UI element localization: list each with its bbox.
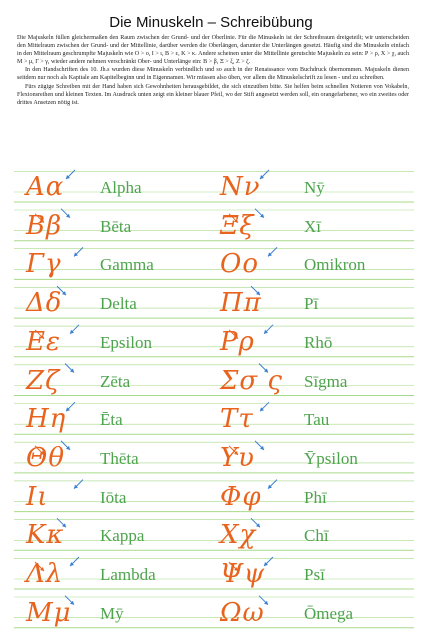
letter-row [220,441,420,479]
letter-row [220,325,420,363]
page-title: Die Minuskeln – Schreibübung [109,14,313,31]
intro-paragraph-3: Fürs zügige Schreiben mit der Hand haben sich Gewohnheiten herausgebildet, die sich einzuüben bitte. Sie helfen beim schnellen Notieren von Vokabeln, Flexionsreihen und kleinen Texten. Im Ausdruck unten zeigt ein kleiner blauer Pfeil, wo der Stift angesetzt werden soll, ein orangefarbener, wo ein zweites oder drittes Ansetzen nötig ist. [17,83,409,106]
letter-row [220,402,420,440]
letter-glyph: Νν [220,172,261,202]
letter-glyph: Ξξ [220,210,255,241]
letter-glyph: Εε [26,326,61,357]
letter-name: Kappa [100,526,145,546]
letter-row [26,596,226,634]
letter-glyph: Ψψ [220,559,266,589]
letter-glyph: Ππ [220,288,262,319]
letter-glyph: Ηη [26,404,67,435]
letter-name: Ēta [100,410,123,430]
letter-glyph: Ζζ [26,365,61,396]
letter-name: Thēta [100,448,139,468]
letter-row [26,480,226,518]
letter-row [26,325,226,363]
letter-name: Delta [100,294,137,314]
letter-name: Chī [304,526,329,546]
letter-glyph: Κκ [26,520,65,551]
letter-glyph: Φφ [220,481,262,512]
letter-name: Iōta [100,487,127,507]
letter-name: Xī [304,216,321,236]
letter-glyph: Μμ [26,597,72,628]
letter-glyph: Υυ [220,442,255,473]
letter-glyph: Ρρ [220,326,255,357]
letter-row [26,557,226,595]
letter-name: Bēta [100,216,132,236]
letter-row [220,596,420,634]
letter-row [26,209,226,247]
letter-row [220,364,420,402]
intro-paragraph-1: Die Majuskeln füllen gleichermaßen den Raum zwischen der Grund- und der Oberlinie. Für die Minuskeln ist der Schreibraum dreigeteilt; wir unterscheiden den Mittelraum zwischen der Grund- und der Mittellinie, darüber werden die Oberlängen, darunter die Unterlängen gesetzt. Häufig sind die Minuskeln einfach in den Mittelraum geschrumpfte Majuskeln wie Ο > ο, Ι > ι, Β > ε, Κ > κ. Andere scheinen unter die Mittellinie gerutschte Majuskeln zu sein: Ρ > ρ, Χ > χ, auch Μ > μ, Γ > γ, wieder andere nehmen verschränkt Ober- und Unterlänge ein: Β > β, Ξ > ξ, Ζ > ζ. [17,35,409,66]
letter-glyph: Ωω [220,597,265,628]
letter-name: Omikron [304,255,366,275]
letter-row [26,247,226,285]
letter-row [26,170,226,208]
letter-row [26,441,226,479]
letter-name: Pī [304,294,319,314]
letter-name: Lambda [100,565,156,584]
letter-row [26,364,226,402]
letter-glyph: Χχ [220,520,257,551]
letter-row [26,402,226,440]
letter-glyph: Λλ [26,559,64,589]
letter-name: Gamma [100,255,154,275]
letter-row [220,170,420,208]
letter-glyph: Δδ [26,288,63,319]
letter-name: Alpha [100,178,142,197]
letter-name: Ōmega [304,603,354,623]
letter-name: Nȳ [304,178,325,197]
letter-name: Zēta [100,371,131,391]
letter-name: Sīgma [304,371,348,391]
letter-row [26,286,226,324]
letter-glyph: Σσ ς [220,365,283,396]
letter-glyph: Ττ [220,404,254,435]
letter-glyph: Αα [26,172,65,202]
letter-name: Ȳpsilon [304,448,358,468]
letter-name: Rhō [304,332,333,352]
letter-name: Epsilon [100,332,152,352]
letter-row [220,557,420,595]
letter-row [220,286,420,324]
letter-glyph: Γγ [26,249,62,280]
letter-glyph: Θθ [26,442,65,473]
letter-name: Psī [304,565,325,584]
letter-name: Tau [304,410,330,430]
letter-name: Mȳ [100,603,124,623]
intro-paragraph-2: In den Handschriften des 10. Jh.s wurden diese Minuskeln verbindlich und so auch in der Renaissance vom Buchdruck übernommen. Majuskeln dienen seitdem nur noch als Kapitale am Kapitelbeginn und in Eigennamen. Wir müssen also üben, vor allem die Minuskelschrift zu lesen - und zu schreiben. [17,67,409,82]
letter-row [220,518,420,556]
letter-row [26,518,226,556]
letter-name: Phī [304,487,327,507]
letter-glyph: Ββ [26,210,63,241]
letter-row [220,209,420,247]
letter-glyph: Ιι [26,481,49,512]
letter-row [220,480,420,518]
letter-row [220,247,420,285]
letter-glyph: Οο [220,249,259,280]
